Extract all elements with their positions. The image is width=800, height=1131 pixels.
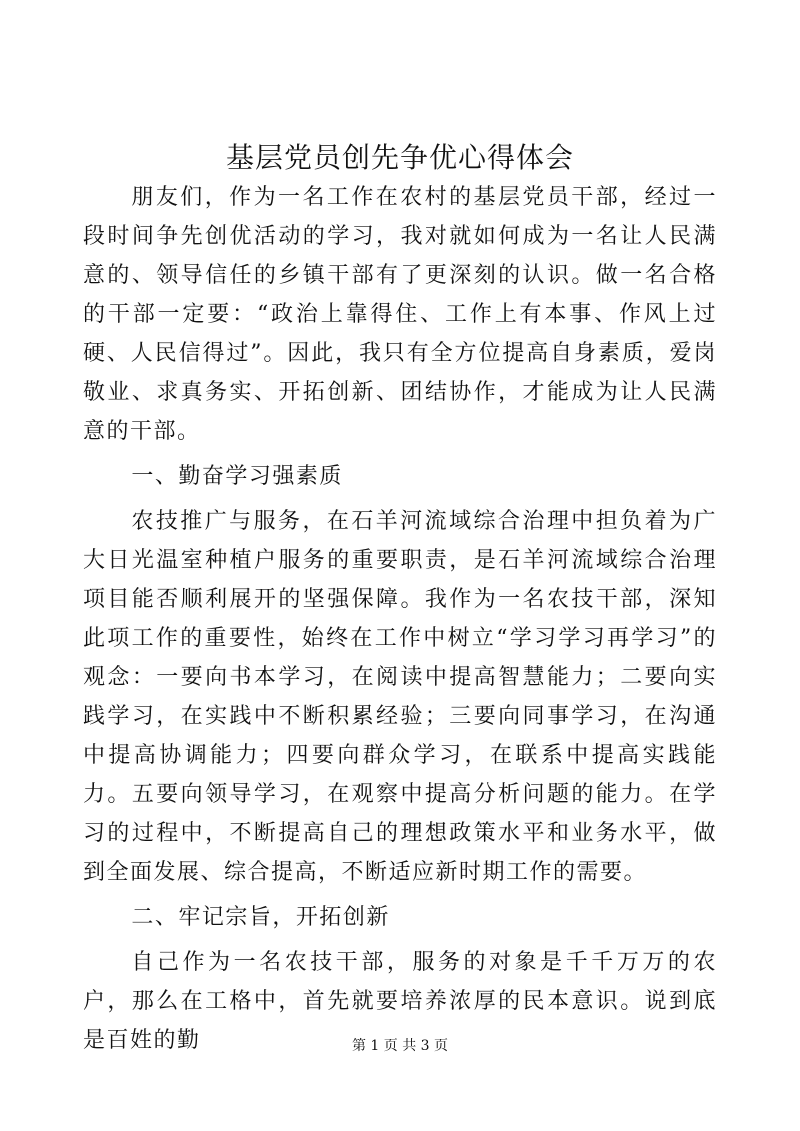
- section-heading-2: 二、牢记宗旨，开拓创新: [131, 905, 390, 930]
- paragraph-section-1: 农技推广与服务，在石羊河流域综合治理中担负着为广大日光温室种植户服务的重要职责，是石羊河流域综合治理项目能否顺利展开的坚强保障。我作为一名农技干部，深知此项工作的重要性，始终在工作中树立“学习学习再学习”的观念：一要向书本学习，在阅读中提高智慧能力；二要向实践学习，在实践中不断积累经验；三要向同事学习，在沟通中提高协调能力；四要向群众学习，在联系中提高实践能力。五要向领导学习，在观察中提高分析问题的能力。在学习的过程中，不断提高自己的理想政策水平和业务水平，做到全面发展、综合提高，不断适应新时期工作的需要。: [83, 509, 717, 885]
- document-body: [83, 178, 717, 1060]
- section-heading-1: 一、勤奋学习强素质: [131, 464, 343, 489]
- document-title: 基层党员创先争优心得体会: [225, 141, 574, 174]
- page-footer: 第 1 页 共 3 页: [351, 1038, 449, 1054]
- paragraph-intro: 朋友们，作为一名工作在农村的基层党员干部，经过一段时间争先创优活动的学习，我对就如何成为一名让人民满意的、领导信任的乡镇干部有了更深刻的认识。做一名合格的干部一定要：“政治上靠得住、工作上有本事、作风上过硬、人民信得过”。因此，我只有全方位提高自身素质，爱岗敬业、求真务实、开拓创新、团结协作，才能成为让人民满意的干部。: [83, 185, 717, 444]
- paragraph-section-2: 自己作为一名农技干部，服务的对象是千千万万的农户，那么在工格中，首先就要培养浓厚的民本意识。说到底是百姓的勤: [83, 950, 717, 1053]
